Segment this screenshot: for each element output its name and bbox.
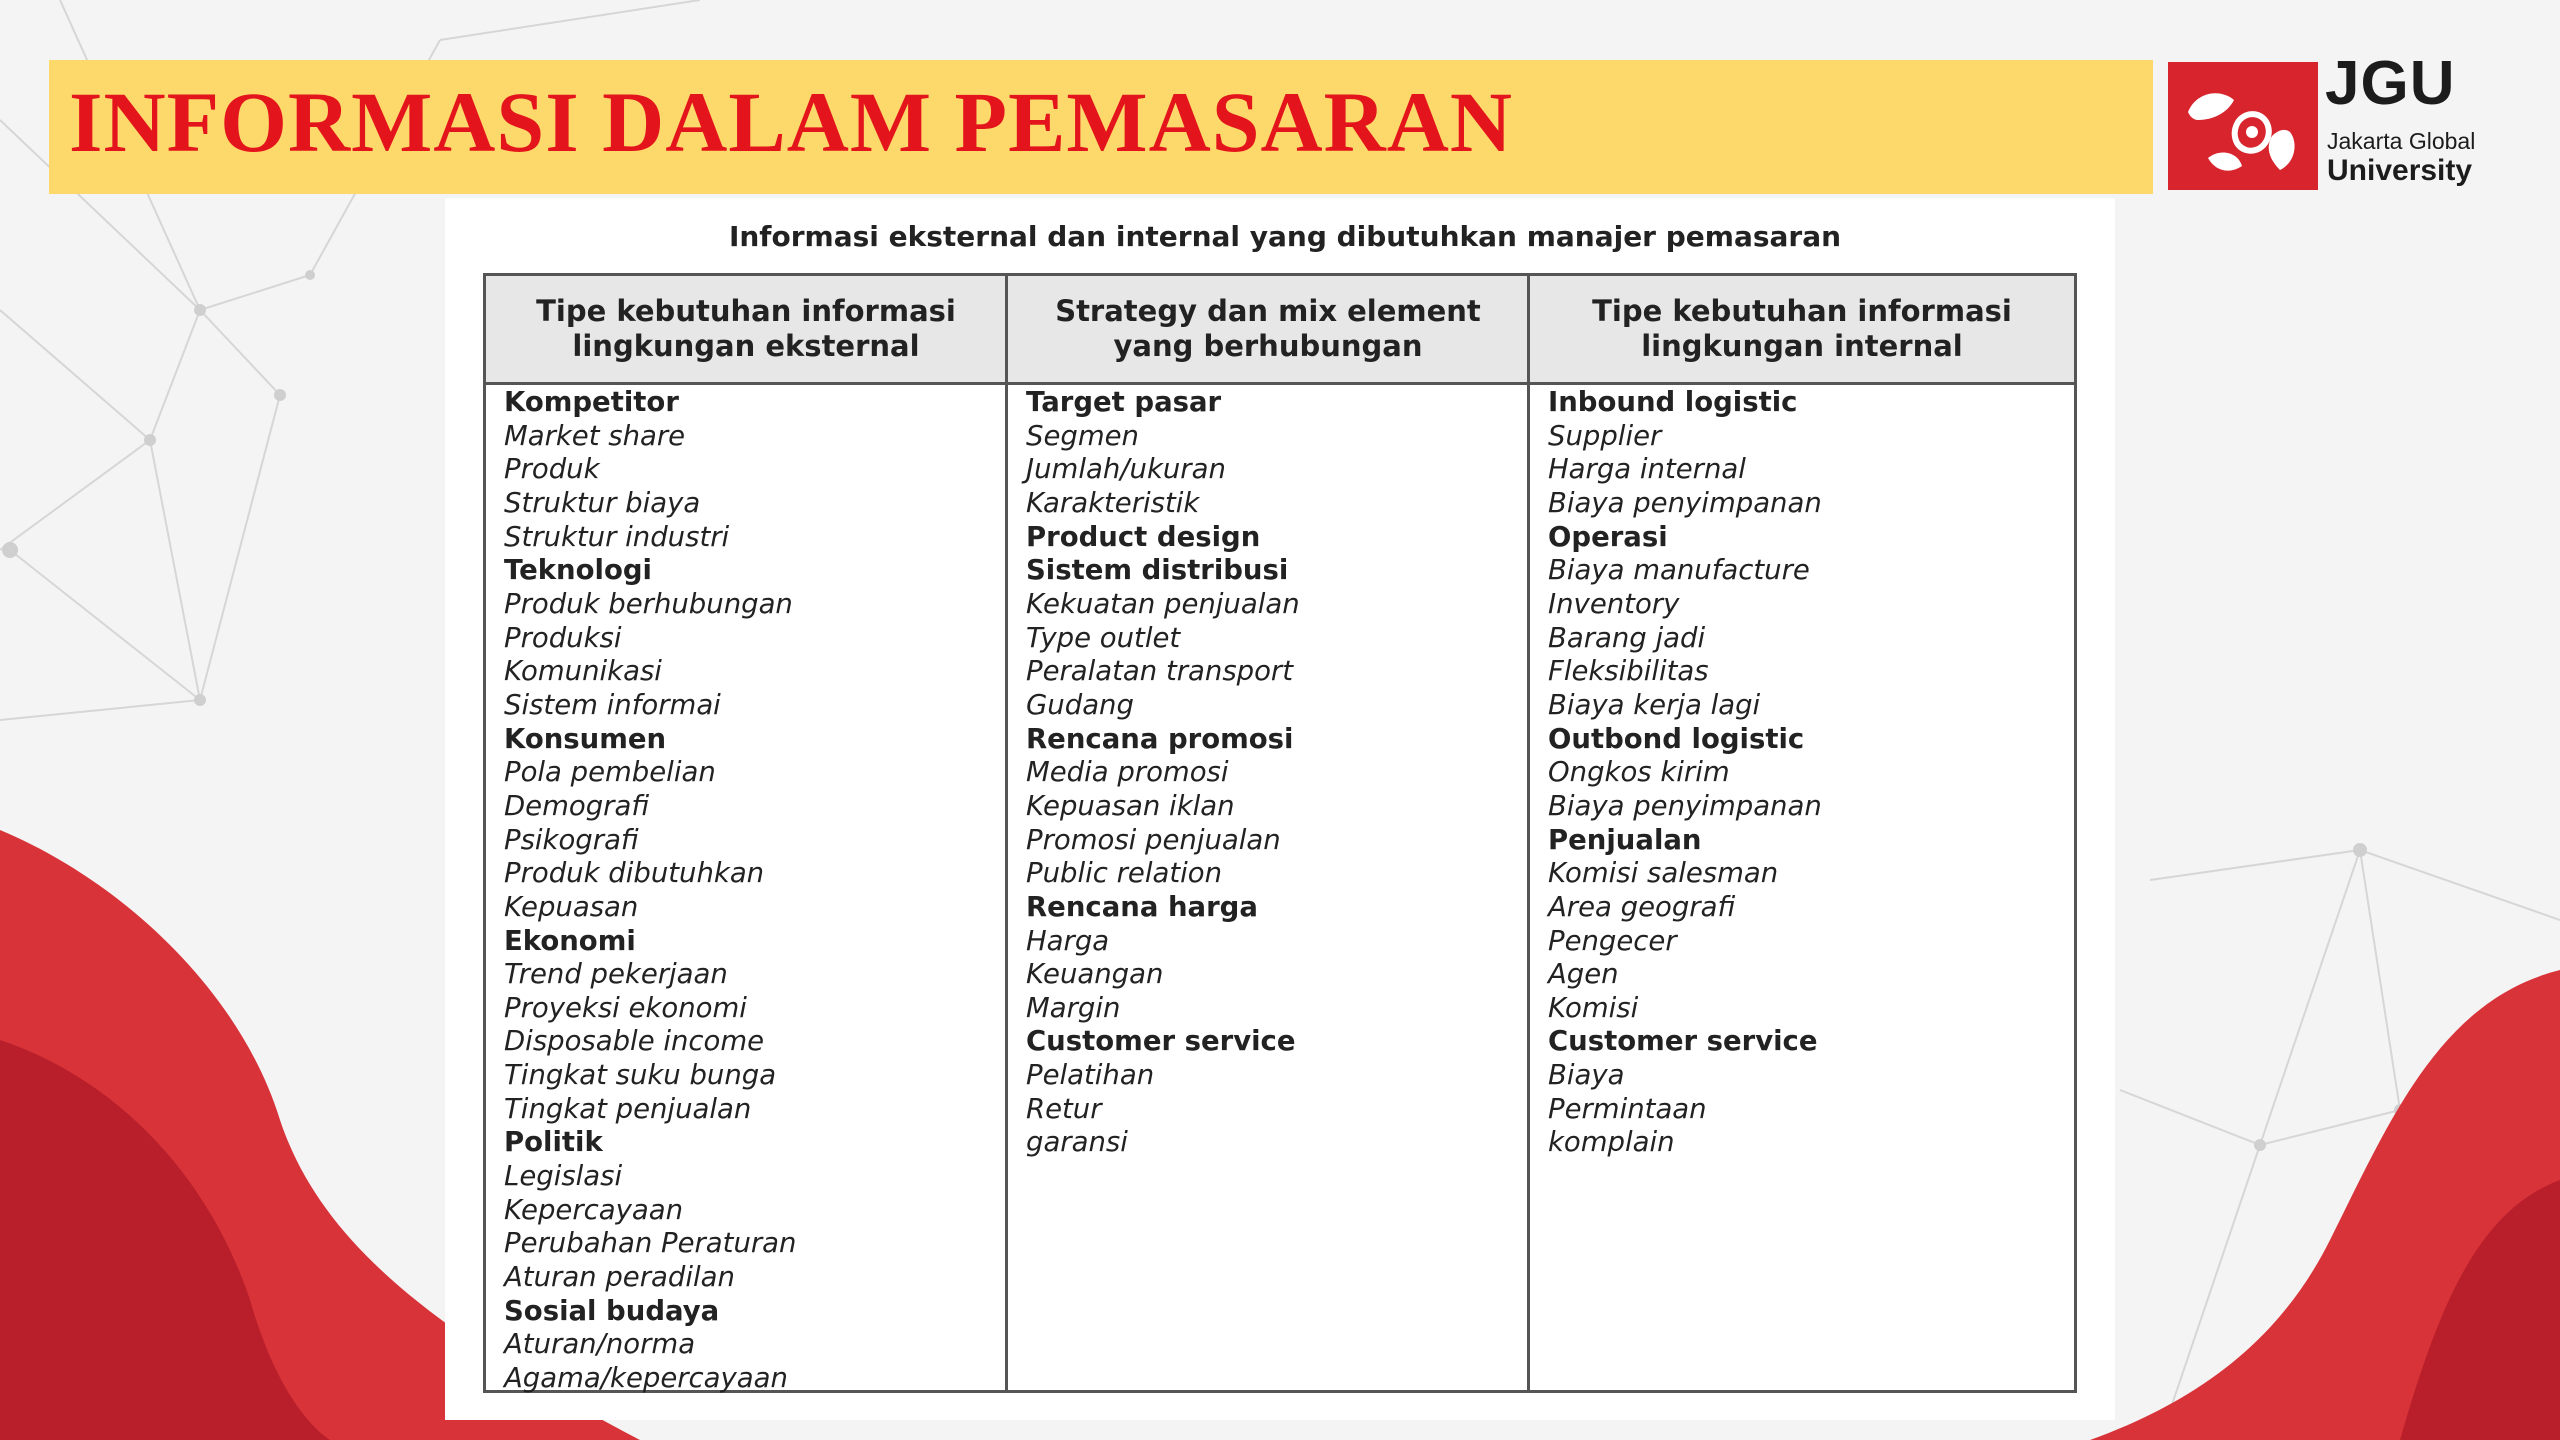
list-item: Tingkat suku bunga: [504, 1059, 777, 1092]
list-item: Inventory: [1548, 587, 1680, 620]
list-item: Struktur industri: [504, 520, 730, 553]
list-item: Segmen: [1026, 419, 1139, 452]
list-item: Biaya penyimpanan: [1548, 486, 1822, 519]
list-item: Public relation: [1026, 857, 1223, 890]
list-item: Produk berhubungan: [504, 587, 793, 620]
category-heading: Customer service: [1548, 1025, 1818, 1058]
list-item: Tingkat penjualan: [504, 1092, 752, 1125]
category-heading: Ekonomi: [504, 924, 636, 957]
list-item: Biaya kerja lagi: [1548, 688, 1761, 721]
list-item: Biaya: [1548, 1059, 1625, 1092]
list-item: Struktur biaya: [504, 486, 701, 519]
info-table: [483, 273, 2077, 1393]
header-external: Tipe kebutuhan informasi lingkungan eksternal: [536, 294, 956, 363]
list-item: Kepuasan iklan: [1026, 789, 1235, 822]
list-item: Biaya manufacture: [1548, 554, 1810, 587]
column-external: [504, 386, 1004, 1396]
table-header-row: [486, 276, 2074, 385]
category-heading: Politik: [504, 1126, 603, 1159]
list-item: Barang jadi: [1548, 621, 1706, 654]
list-item: Retur: [1026, 1092, 1102, 1125]
category-heading: Penjualan: [1548, 823, 1702, 856]
list-item: Area geografi: [1548, 890, 1736, 923]
list-item: Legislasi: [504, 1160, 623, 1193]
list-item: Produk: [504, 453, 600, 486]
list-item: Pola pembelian: [504, 756, 716, 789]
list-item: Proyeksi ekonomi: [504, 991, 747, 1024]
list-item: Komisi salesman: [1548, 857, 1779, 890]
orchid-emblem-icon: [2168, 62, 2318, 190]
list-item: Fleksibilitas: [1548, 655, 1709, 688]
list-item: Promosi penjualan: [1026, 823, 1281, 856]
category-heading: Operasi: [1548, 520, 1668, 553]
list-item: Permintaan: [1548, 1092, 1707, 1125]
logo-name-line2: University: [2327, 154, 2473, 187]
list-item: Psikografi: [504, 823, 639, 856]
logo-acronym: JGU: [2325, 49, 2456, 118]
category-heading: Rencana harga: [1026, 890, 1258, 923]
list-item: garansi: [1026, 1126, 1128, 1159]
list-item: Disposable income: [504, 1025, 765, 1058]
table-figure: [445, 198, 2115, 1420]
list-item: Sistem informai: [504, 688, 721, 721]
list-item: Perubahan Peraturan: [504, 1227, 797, 1260]
category-heading: Inbound logistic: [1548, 386, 1798, 418]
category-heading: Target pasar: [1026, 386, 1222, 418]
table-caption: Informasi eksternal dan internal yang dibutuhkan manajer pemasaran: [728, 220, 1842, 253]
list-item: Peralatan transport: [1026, 655, 1294, 688]
header-internal: Tipe kebutuhan informasi lingkungan internal: [1592, 294, 2012, 363]
column-divider: [1527, 276, 1530, 1390]
list-item: Kekuatan penjualan: [1026, 587, 1300, 620]
list-item: Harga internal: [1548, 453, 1746, 486]
list-item: komplain: [1548, 1126, 1675, 1159]
logo-name-line1: Jakarta Global: [2327, 128, 2476, 154]
university-logo: [2168, 49, 2488, 196]
list-item: Ongkos kirim: [1548, 756, 1730, 789]
list-item: Komunikasi: [504, 655, 662, 688]
list-item: Harga: [1026, 924, 1110, 957]
list-item: Komisi: [1548, 991, 1639, 1024]
list-item: Keuangan: [1026, 958, 1164, 991]
list-item: Type outlet: [1026, 621, 1181, 654]
list-item: Margin: [1026, 991, 1121, 1024]
category-heading: Konsumen: [504, 722, 667, 755]
category-heading: Customer service: [1026, 1025, 1296, 1058]
list-item: Aturan peradilan: [504, 1261, 735, 1294]
list-item: Agama/kepercayaan: [504, 1362, 788, 1395]
column-strategy: [1026, 386, 1526, 1160]
list-item: Jumlah/ukuran: [1026, 453, 1226, 486]
list-item: Market share: [504, 419, 686, 452]
list-item: Biaya penyimpanan: [1548, 789, 1822, 822]
category-heading: Kompetitor: [504, 386, 679, 418]
list-item: Media promosi: [1026, 756, 1229, 789]
category-heading: Teknologi: [504, 554, 652, 587]
header-strategy: Strategy dan mix element yang berhubungan: [1055, 294, 1481, 363]
list-item: Pelatihan: [1026, 1059, 1155, 1092]
orchid-logo-icon: [2168, 62, 2318, 190]
list-item: Pengecer: [1548, 924, 1677, 957]
category-heading: Rencana promosi: [1026, 722, 1294, 755]
list-item: Karakteristik: [1026, 486, 1200, 519]
page-title: INFORMASI DALAM PEMASARAN: [69, 74, 1513, 170]
list-item: Gudang: [1026, 688, 1134, 721]
list-item: Supplier: [1548, 419, 1662, 452]
category-heading: Sistem distribusi: [1026, 554, 1289, 587]
title-bar: [49, 60, 2153, 194]
list-item: Produk dibutuhkan: [504, 857, 765, 890]
list-item: Aturan/norma: [504, 1328, 696, 1361]
category-heading: Outbond logistic: [1548, 722, 1805, 755]
category-heading: Sosial budaya: [504, 1294, 720, 1327]
category-heading: Product design: [1026, 520, 1261, 553]
list-item: Kepercayaan: [504, 1193, 684, 1226]
list-item: Demografi: [504, 789, 650, 822]
list-item: Produksi: [504, 621, 622, 654]
list-item: Kepuasan: [504, 890, 639, 923]
list-item: Trend pekerjaan: [504, 958, 728, 991]
column-internal: [1548, 386, 2048, 1160]
column-divider: [1005, 276, 1008, 1390]
list-item: Agen: [1548, 958, 1619, 991]
